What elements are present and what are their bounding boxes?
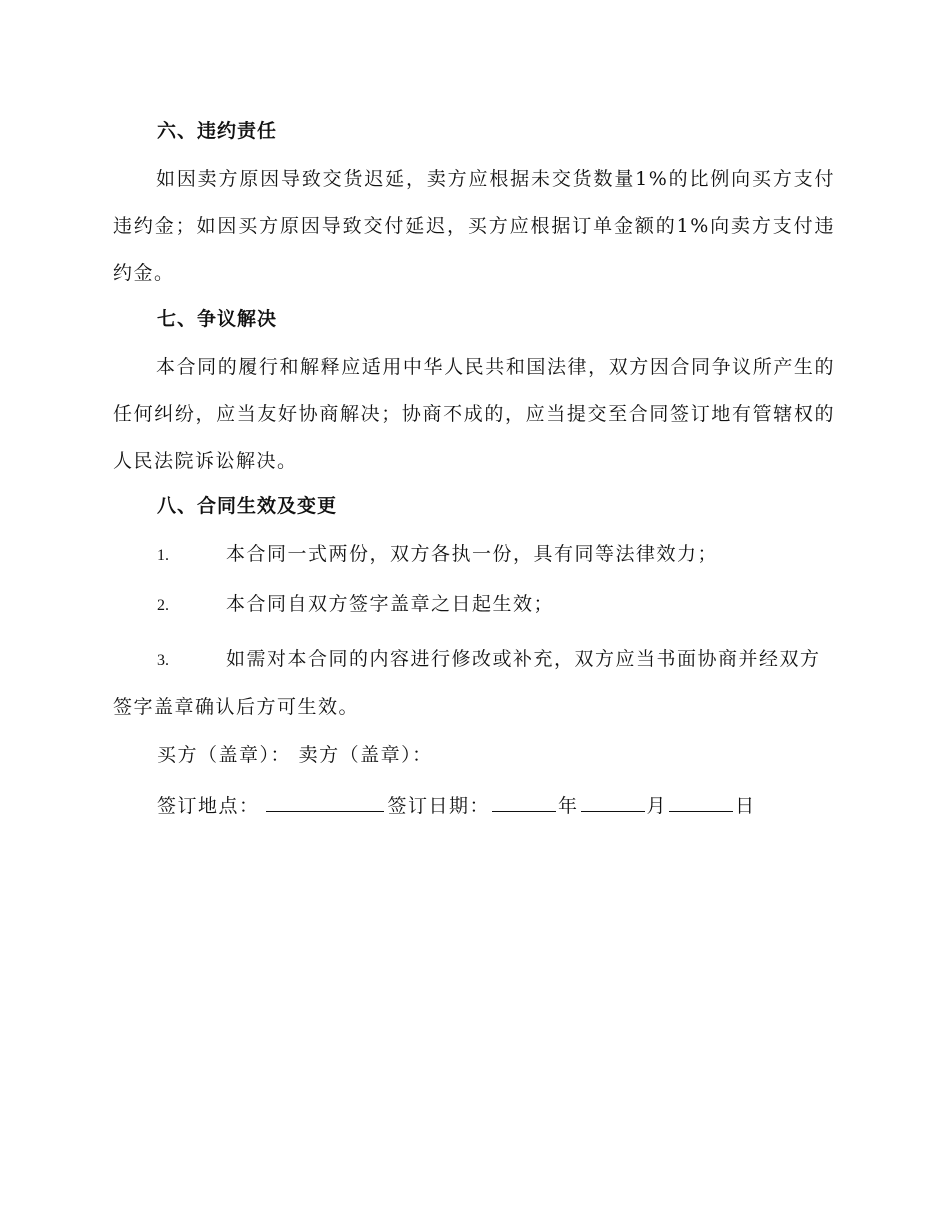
- section-6-heading: 六、违约责任: [157, 120, 278, 142]
- list-item-text: 本合同自双方签字盖章之日起生效；: [226, 593, 555, 615]
- section-6-body: 如因卖方原因导致交货迟延，卖方应根据未交货数量1%的比例向买方支付违约金；如因买方原因导致交付延迟，买方应根据订单金额的1%向卖方支付违约金。: [113, 168, 835, 284]
- list-item: [113, 581, 835, 629]
- signing-place-blank[interactable]: [266, 793, 384, 812]
- month-label: 月: [646, 795, 668, 817]
- buyer-seal-label: 买方（盖章）：: [157, 744, 292, 766]
- list-item-text: 本合同一式两份，双方各执一份，具有同等法律效力；: [226, 543, 719, 565]
- list-item-text: 如需对本合同的内容进行修改或补充，双方应当书面协商并经双方签字盖章确认后方可生效。: [113, 648, 821, 718]
- signing-info: [157, 791, 756, 818]
- list-item-number: 1.: [157, 547, 169, 564]
- day-blank[interactable]: [669, 793, 733, 812]
- signing-date-label: 签订日期：: [387, 795, 491, 817]
- signing-place-label: 签订地点：: [157, 795, 260, 817]
- month-blank[interactable]: [581, 793, 645, 812]
- section-7-body: 本合同的履行和解释应适用中华人民共和国法律，双方因合同争议所产生的任何纠纷，应当友好协商解决；协商不成的，应当提交至合同签订地有管辖权的人民法院诉讼解决。: [113, 356, 835, 472]
- year-label: 年: [558, 795, 579, 817]
- list-item: [113, 636, 835, 731]
- section-8-heading: 八、合同生效及变更: [157, 495, 338, 517]
- year-blank[interactable]: [492, 793, 556, 812]
- list-item-number: 3.: [157, 652, 169, 669]
- list-item: [113, 531, 835, 579]
- section-7-heading: 七、争议解决: [157, 308, 278, 330]
- list-item-number: 2.: [157, 597, 169, 614]
- seller-seal-label: 卖方（盖章）：: [298, 744, 433, 766]
- day-label: 日: [735, 795, 756, 817]
- signature-parties: [157, 740, 433, 767]
